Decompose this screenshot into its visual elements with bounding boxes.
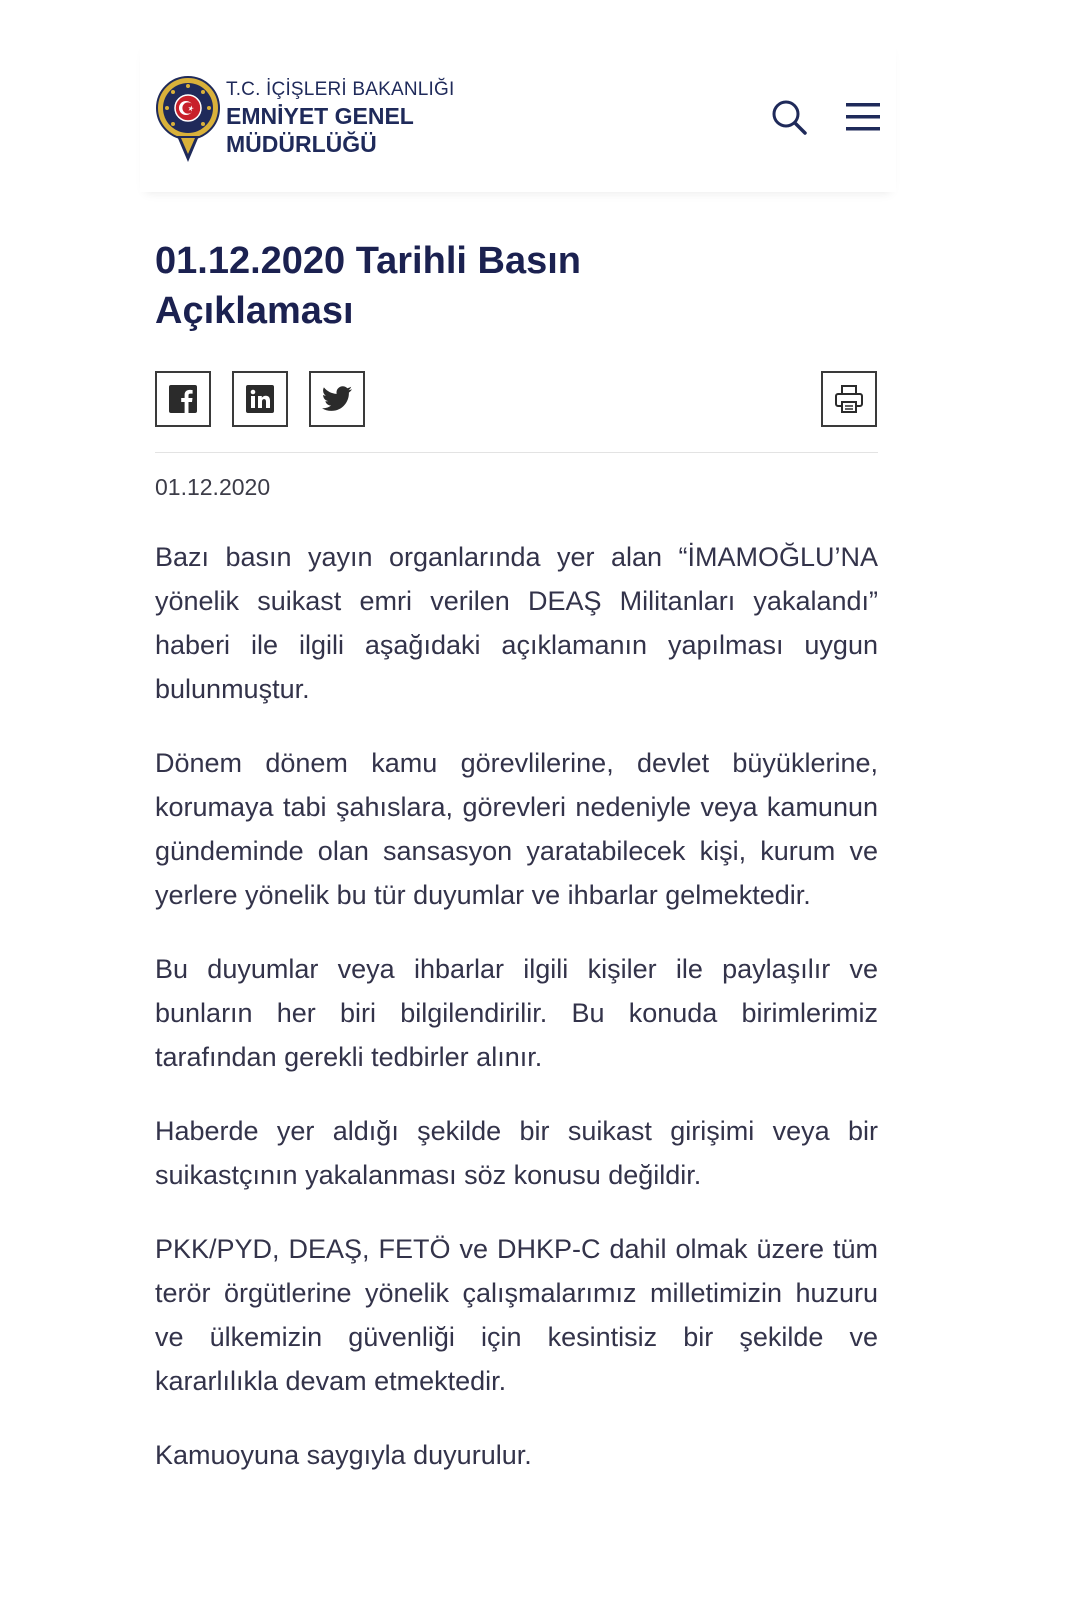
search-button[interactable] <box>770 98 810 138</box>
site-logo-text[interactable] <box>226 78 454 158</box>
hamburger-menu-icon <box>844 100 882 134</box>
police-emblem-icon[interactable] <box>155 72 221 164</box>
share-twitter-button[interactable] <box>309 371 365 427</box>
logo-directorate-text-2: MÜDÜRLÜĞÜ <box>226 131 377 157</box>
search-icon <box>770 98 810 138</box>
article-paragraph: Dönem dönem kamu görevlilerine, devlet büyüklerine, korumaya tabi şahıslara, görevleri nedeniyle veya kamunun gündeminde olan sansasyon yaratabilecek kişi, kurum ve yerlere yönelik bu tür duyumlar ve ihbarlar gelmektedir. <box>155 748 878 910</box>
twitter-icon <box>321 385 353 413</box>
share-linkedin-button[interactable] <box>232 371 288 427</box>
logo-directorate-text: EMNİYET GENEL <box>226 103 414 129</box>
article-paragraph: Kamuoyuna saygıyla duyurulur. <box>155 1440 532 1470</box>
publish-date: 01.12.2020 <box>155 474 271 500</box>
divider <box>155 452 878 453</box>
article-paragraph: Haberde yer aldığı şekilde bir suikast girişimi veya bir suikastçının yakalanması söz konusu değildir. <box>155 1116 878 1190</box>
article-paragraph: PKK/PYD, DEAŞ, FETÖ ve DHKP-C dahil olmak üzere tüm terör örgütlerine yönelik çalışmalarımız milletimizin huzuru ve ülkemizin güvenliği için kesintisiz bir şekilde ve kararlılıkla devam etmektedir. <box>155 1234 878 1396</box>
site-header <box>140 40 896 192</box>
article-paragraph: Bu duyumlar veya ihbarlar ilgili kişiler ile paylaşılır ve bunların her biri bilgilendirilir. Bu konuda birimlerimiz tarafından gerekli tedbirler alınır. <box>155 954 878 1072</box>
page-title: 01.12.2020 Tarihli Basın Açıklaması <box>155 240 581 332</box>
facebook-icon <box>168 384 198 414</box>
article-paragraph: Bazı basın yayın organlarında yer alan “İMAMOĞLU’NA yönelik suikast emri verilen DEAŞ Militanları yakalandı” haberi ile ilgili aşağıdaki açıklamanın yapılması uygun bulunmuştur. <box>155 542 878 704</box>
printer-icon <box>833 383 865 415</box>
article-body <box>155 535 878 1507</box>
share-facebook-button[interactable] <box>155 371 211 427</box>
menu-button[interactable] <box>844 100 882 134</box>
print-button[interactable] <box>821 371 877 427</box>
logo-ministry-text: T.C. İÇİŞLERİ BAKANLIĞI <box>226 79 455 100</box>
linkedin-icon <box>245 384 275 414</box>
